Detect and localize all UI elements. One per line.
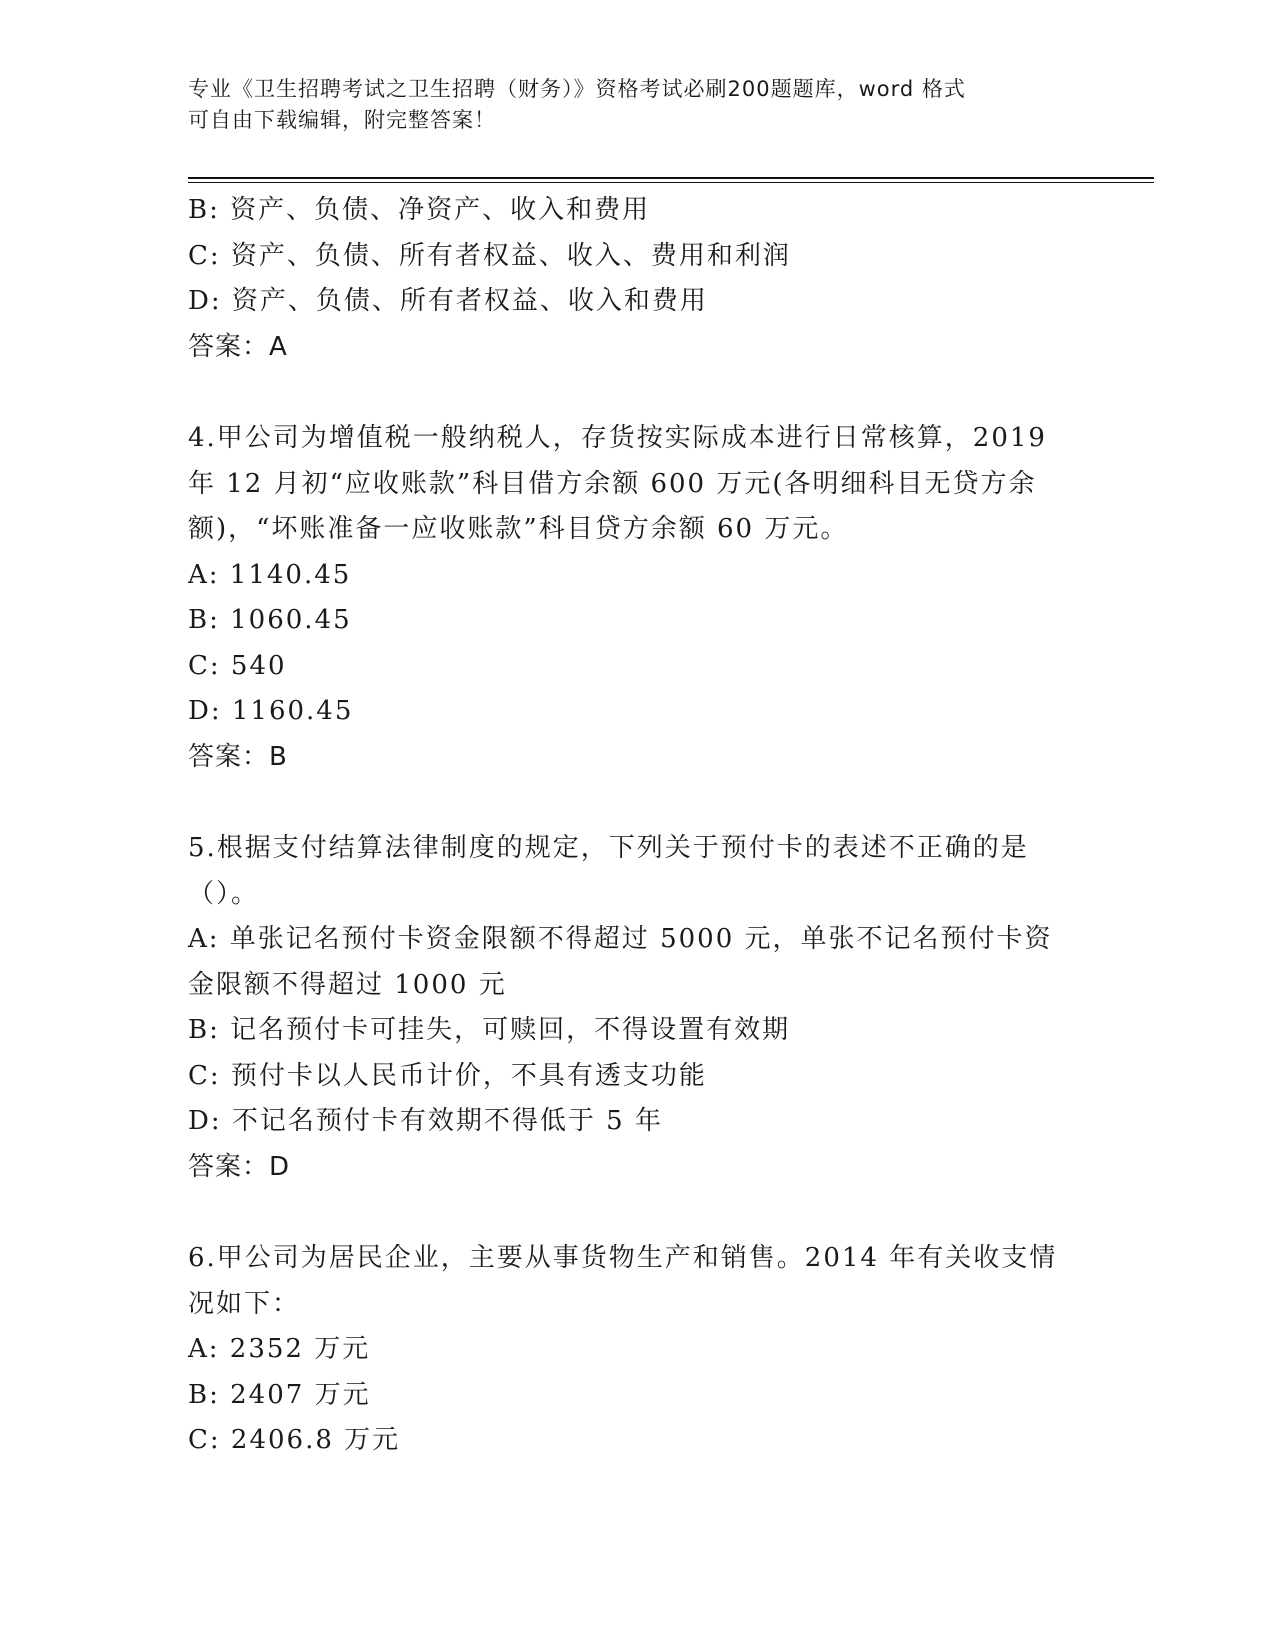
spacer — [188, 1190, 1068, 1236]
q4-option-b: B: 1060.45 — [188, 605, 352, 635]
q5-option-c: C: 预付卡以人民币计价，不具有透支功能 — [188, 1060, 707, 1091]
q3-option-c: C: 资产、负债、所有者权益、收入、费用和利润 — [188, 240, 791, 271]
q5-option-d: D: 不记名预付卡有效期不得低于 5 年 — [188, 1106, 663, 1136]
q4-option-a: A: 1140.45 — [188, 559, 352, 590]
q5-stem-line-1: 5.根据支付结算法律制度的规定，下列关于预付卡的表述不正确的是 — [188, 833, 1029, 863]
q3-answer: 答案：A — [188, 331, 288, 362]
q3-option-b: B: 资产、负债、净资产、收入和费用 — [188, 195, 651, 225]
q6-option-c: C: 2406.8 万元 — [188, 1425, 401, 1455]
q3-option-d: D: 资产、负债、所有者权益、收入和费用 — [188, 286, 708, 316]
q5-stem-line-2: （）。 — [188, 878, 260, 909]
q5-option-a-line-1: A: 单张记名预付卡资金限额不得超过 5000 元，单张不记名预付卡资 — [188, 924, 1053, 954]
question-3 — [188, 188, 1068, 370]
header-line-1: 专业《卫生招聘考试之卫生招聘（财务）》资格考试必刷200题题库，word 格式 — [188, 77, 966, 101]
question-5 — [188, 826, 1068, 1190]
q4-option-d: D: 1160.45 — [188, 696, 354, 726]
q6-stem-line-1: 6.甲公司为居民企业，主要从事货物生产和销售。2014 年有关收支情 — [188, 1243, 1058, 1273]
q4-stem-line-1: 4.甲公司为增值税一般纳税人，存货按实际成本进行日常核算，2019 — [188, 423, 1047, 453]
question-content — [188, 188, 1068, 1464]
header-divider-thin — [188, 182, 1154, 183]
header-line-2: 可自由下载编辑，附完整答案！ — [188, 108, 496, 132]
header-divider-thick — [188, 177, 1154, 179]
q5-answer: 答案：D — [188, 1151, 291, 1182]
q5-option-a-line-2: 金限额不得超过 1000 元 — [188, 969, 507, 1000]
document-header — [188, 74, 1068, 136]
q6-stem-line-2: 况如下： — [188, 1288, 301, 1319]
q4-stem-line-3: 额)，“坏账准备一应收账款”科目贷方余额 60 万元。 — [188, 514, 849, 544]
q6-option-a: A: 2352 万元 — [188, 1334, 371, 1364]
q4-option-c: C: 540 — [188, 650, 287, 681]
spacer — [188, 370, 1068, 416]
question-4 — [188, 416, 1068, 780]
q6-option-b: B: 2407 万元 — [188, 1379, 371, 1410]
spacer — [188, 780, 1068, 826]
q4-stem-line-2: 年 12 月初“应收账款”科目借方余额 600 万元(各明细科目无贷方余 — [188, 468, 1037, 499]
question-6 — [188, 1236, 1068, 1464]
q5-option-b: B: 记名预付卡可挂失，可赎回，不得设置有效期 — [188, 1015, 791, 1045]
q4-answer: 答案：B — [188, 741, 288, 772]
